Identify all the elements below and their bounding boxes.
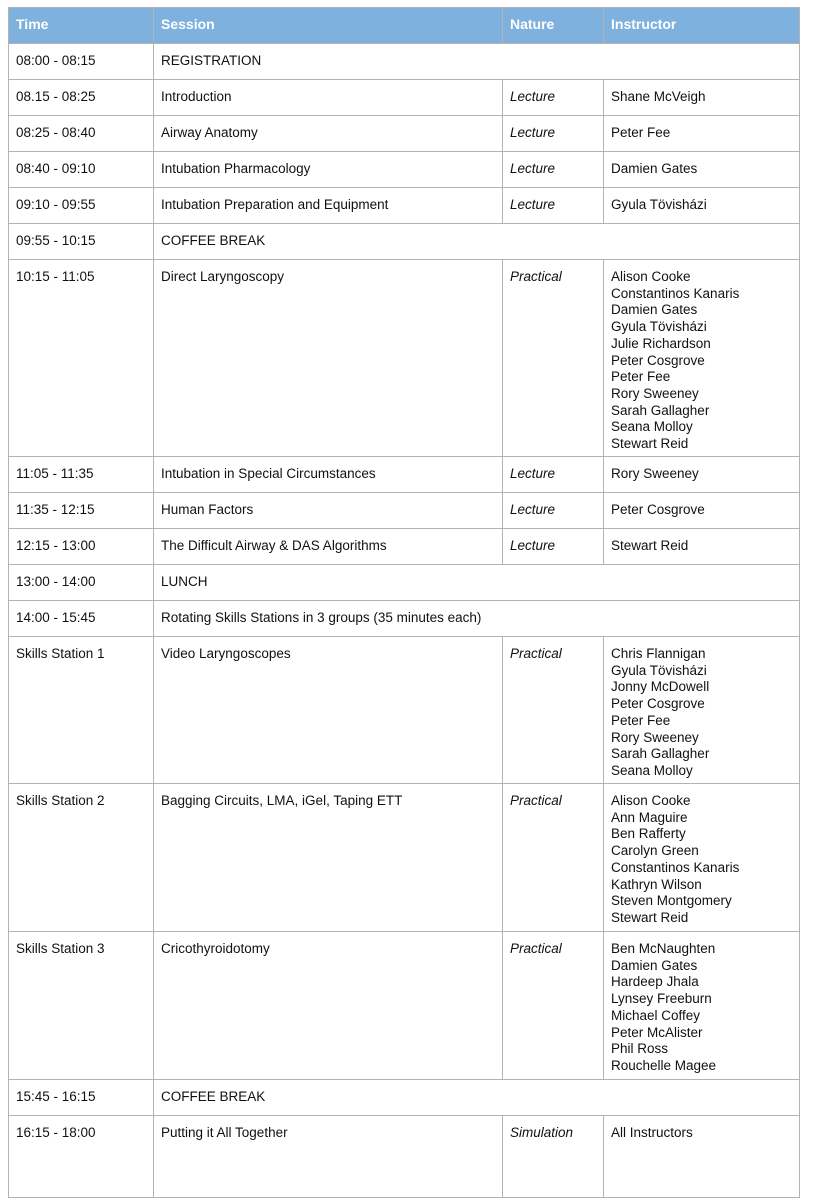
table-row	[9, 260, 800, 457]
instructor-cell	[604, 529, 800, 565]
table-row	[9, 565, 800, 601]
instructor-name: Hardeep Jhala	[611, 974, 699, 990]
nature-cell: Lecture	[503, 457, 604, 493]
time-cell: 09:55 - 10:15	[9, 224, 154, 260]
instructor-name: Seana Molloy	[611, 419, 693, 435]
instructor-name: Rouchelle Magee	[611, 1057, 717, 1073]
instructor-name: Gyula Tövisházi	[611, 662, 707, 678]
table-row	[9, 224, 800, 260]
header-time: Time	[9, 8, 154, 44]
instructor-name: Damien Gates	[611, 302, 698, 318]
schedule-table	[8, 7, 800, 1198]
session-cell: Intubation Pharmacology	[154, 152, 503, 188]
instructor-name: Ben McNaughten	[611, 941, 716, 956]
instructor-name: Sarah Gallagher	[611, 746, 710, 762]
time-cell: 08:40 - 09:10	[9, 152, 154, 188]
header-row	[9, 8, 800, 44]
time-cell: 08:25 - 08:40	[9, 116, 154, 152]
header-instructor: Instructor	[604, 8, 800, 44]
nature-cell: Practical	[503, 932, 604, 1080]
nature-cell: Lecture	[503, 80, 604, 116]
table-row	[9, 784, 800, 932]
table-row	[9, 80, 800, 116]
session-cell: Direct Laryngoscopy	[154, 260, 503, 457]
time-cell: 11:35 - 12:15	[9, 493, 154, 529]
instructor-name: Seana Molloy	[611, 762, 693, 778]
instructor-name: Damien Gates	[611, 957, 698, 973]
instructor-cell	[604, 80, 800, 116]
instructor-name: Phil Ross	[611, 1041, 669, 1057]
nature-cell: Lecture	[503, 493, 604, 529]
nature-cell: Practical	[503, 637, 604, 784]
instructor-name: Peter Cosgrove	[611, 696, 705, 712]
session-cell: COFFEE BREAK	[154, 224, 800, 260]
time-cell: Skills Station 2	[9, 784, 154, 932]
instructor-name: Stewart Reid	[611, 538, 689, 553]
instructor-name: Ben Rafferty	[611, 826, 686, 842]
session-cell: COFFEE BREAK	[154, 1080, 800, 1116]
session-cell: Airway Anatomy	[154, 116, 503, 152]
table-row	[9, 529, 800, 565]
instructor-name: Lynsey Freeburn	[611, 991, 712, 1007]
time-cell: 13:00 - 14:00	[9, 565, 154, 601]
table-row	[9, 152, 800, 188]
session-cell: Introduction	[154, 80, 503, 116]
time-cell: 09:10 - 09:55	[9, 188, 154, 224]
header-session: Session	[154, 8, 503, 44]
instructor-name: All Instructors	[611, 1125, 693, 1140]
table-row	[9, 188, 800, 224]
instructor-name: Peter Fee	[611, 125, 671, 140]
instructor-name: Julie Richardson	[611, 335, 711, 351]
instructor-name: Gyula Tövisházi	[611, 319, 707, 335]
table-row	[9, 457, 800, 493]
time-cell: 16:15 - 18:00	[9, 1116, 154, 1198]
instructor-cell	[604, 1116, 800, 1198]
time-cell: 15:45 - 16:15	[9, 1080, 154, 1116]
schedule-body	[9, 44, 800, 1198]
instructor-name: Peter Cosgrove	[611, 352, 705, 368]
time-cell: Skills Station 3	[9, 932, 154, 1080]
instructor-name: Carolyn Green	[611, 843, 699, 859]
time-cell: 12:15 - 13:00	[9, 529, 154, 565]
session-cell: Rotating Skills Stations in 3 groups (35 minutes each)	[154, 601, 800, 637]
instructor-name: Alison Cooke	[611, 269, 691, 284]
instructor-cell	[604, 188, 800, 224]
instructor-cell	[604, 457, 800, 493]
nature-cell: Lecture	[503, 116, 604, 152]
instructor-name: Rory Sweeney	[611, 466, 699, 481]
session-cell: LUNCH	[154, 565, 800, 601]
instructor-name: Kathryn Wilson	[611, 876, 702, 892]
instructor-name: Alison Cooke	[611, 793, 691, 808]
time-cell: 14:00 - 15:45	[9, 601, 154, 637]
instructor-name: Constantinos Kanaris	[611, 285, 740, 301]
instructor-name: Peter Cosgrove	[611, 502, 705, 517]
table-row	[9, 493, 800, 529]
table-row	[9, 601, 800, 637]
session-cell: Putting it All Together	[154, 1116, 503, 1198]
instructor-name: Constantinos Kanaris	[611, 859, 740, 875]
session-cell: REGISTRATION	[154, 44, 800, 80]
instructor-name: Michael Coffey	[611, 1007, 701, 1023]
instructor-name: Gyula Tövisházi	[611, 197, 707, 212]
table-row	[9, 932, 800, 1080]
instructor-cell	[604, 493, 800, 529]
session-cell: Cricothyroidotomy	[154, 932, 503, 1080]
session-cell: Video Laryngoscopes	[154, 637, 503, 784]
instructor-cell	[604, 260, 800, 457]
table-row	[9, 1080, 800, 1116]
instructor-cell	[604, 152, 800, 188]
instructor-cell	[604, 784, 800, 932]
nature-cell: Lecture	[503, 188, 604, 224]
instructor-name: Jonny McDowell	[611, 679, 710, 695]
instructor-name: Stewart Reid	[611, 436, 689, 452]
instructor-name: Ann Maguire	[611, 809, 688, 825]
instructor-name: Rory Sweeney	[611, 385, 699, 401]
instructor-name: Peter McAlister	[611, 1024, 703, 1040]
instructor-cell	[604, 637, 800, 784]
time-cell: 08:00 - 08:15	[9, 44, 154, 80]
instructor-cell	[604, 116, 800, 152]
nature-cell: Lecture	[503, 529, 604, 565]
session-cell: The Difficult Airway & DAS Algorithms	[154, 529, 503, 565]
instructor-name: Steven Montgomery	[611, 893, 732, 909]
header-nature: Nature	[503, 8, 604, 44]
table-row	[9, 116, 800, 152]
instructor-name: Damien Gates	[611, 161, 698, 176]
time-cell: Skills Station 1	[9, 637, 154, 784]
instructor-cell	[604, 932, 800, 1080]
nature-cell: Practical	[503, 784, 604, 932]
instructor-name: Sarah Gallagher	[611, 402, 710, 418]
time-cell: 11:05 - 11:35	[9, 457, 154, 493]
instructor-name: Peter Fee	[611, 712, 671, 728]
table-row	[9, 1116, 800, 1198]
session-cell: Bagging Circuits, LMA, iGel, Taping ETT	[154, 784, 503, 932]
table-row	[9, 637, 800, 784]
nature-cell: Practical	[503, 260, 604, 457]
table-row	[9, 44, 800, 80]
instructor-name: Rory Sweeney	[611, 729, 699, 745]
session-cell: Intubation in Special Circumstances	[154, 457, 503, 493]
session-cell: Human Factors	[154, 493, 503, 529]
session-cell: Intubation Preparation and Equipment	[154, 188, 503, 224]
instructor-name: Chris Flannigan	[611, 646, 706, 661]
time-cell: 08.15 - 08:25	[9, 80, 154, 116]
instructor-name: Peter Fee	[611, 369, 671, 385]
nature-cell: Simulation	[503, 1116, 604, 1198]
instructor-name: Shane McVeigh	[611, 89, 706, 104]
nature-cell: Lecture	[503, 152, 604, 188]
instructor-name: Stewart Reid	[611, 909, 689, 925]
time-cell: 10:15 - 11:05	[9, 260, 154, 457]
